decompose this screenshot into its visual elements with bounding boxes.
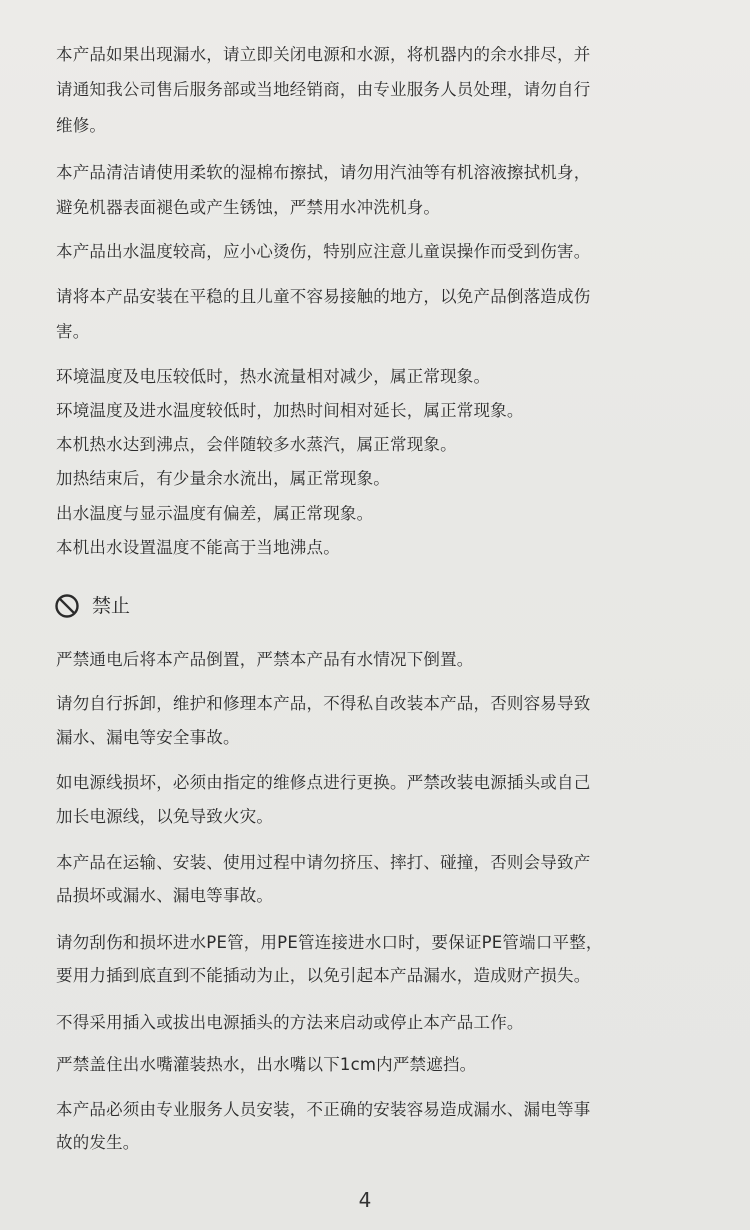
prohibition-heading [54, 591, 130, 621]
prohibition-paragraph-2-line-1: 请勿自行拆卸，维护和修理本产品，不得私自改装本产品，否则容易导致 [56, 694, 591, 713]
prohibition-paragraph-3-line-2: 加长电源线，以免导致火灾。 [56, 807, 274, 826]
caution-paragraph-9: 出水温度与显示温度有偏差，属正常现象。 [56, 504, 374, 523]
prohibition-paragraph-8-line-1: 本产品必须由专业服务人员安装，不正确的安装容易造成漏水、漏电等事 [56, 1100, 591, 1119]
caution-paragraph-6: 环境温度及进水温度较低时，加热时间相对延长，属正常现象。 [56, 401, 524, 420]
prohibition-title: 禁止 [92, 595, 131, 617]
caution-paragraph-8: 加热结束后，有少量余水流出，属正常现象。 [56, 469, 390, 488]
prohibition-paragraph-6: 不得采用插入或拔出电源插头的方法来启动或停止本产品工作。 [56, 1013, 524, 1032]
caution-paragraph-3-line-1: 本产品出水温度较高，应小心烫伤，特别应注意儿童误操作而受到伤害。 [56, 242, 591, 261]
caution-paragraph-2-line-1: 本产品清洁请使用柔软的湿棉布擦拭，请勿用汽油等有机溶液擦拭机身， [56, 163, 591, 182]
caution-paragraph-5: 环境温度及电压较低时，热水流量相对减少，属正常现象。 [56, 367, 491, 386]
caution-paragraph-1-line-1: 本产品如果出现漏水，请立即关闭电源和水源，将机器内的余水排尽，并 [56, 45, 591, 64]
caution-paragraph-1-line-2: 请通知我公司售后服务部或当地经销商，由专业服务人员处理，请勿自行 [56, 80, 591, 99]
prohibition-paragraph-2-line-2: 漏水、漏电等安全事故。 [56, 728, 240, 747]
page-number: 4 [358, 1188, 372, 1212]
prohibited-icon [54, 593, 80, 619]
prohibition-paragraph-7: 严禁盖住出水嘴灌装热水，出水嘴以下1cm内严禁遮挡。 [56, 1055, 477, 1074]
caution-paragraph-2-line-2: 避免机器表面褪色或产生锈蚀，严禁用水冲洗机身。 [56, 198, 441, 217]
caution-paragraph-7: 本机热水达到沸点，会伴随较多水蒸汽，属正常现象。 [56, 435, 457, 454]
caution-paragraph-10: 本机出水设置温度不能高于当地沸点。 [56, 538, 340, 557]
prohibition-paragraph-1: 严禁通电后将本产品倒置，严禁本产品有水情况下倒置。 [56, 650, 474, 669]
caution-paragraph-4-line-2: 害。 [56, 322, 90, 341]
caution-paragraph-1-line-3: 维修。 [56, 116, 107, 135]
prohibition-paragraph-3-line-1: 如电源线损坏，必须由指定的维修点进行更换。严禁改装电源插头或自己 [56, 773, 591, 792]
caution-paragraph-4-line-1: 请将本产品安装在平稳的且儿童不容易接触的地方，以免产品倒落造成伤 [56, 287, 591, 306]
prohibition-paragraph-4-line-1: 本产品在运输、安装、使用过程中请勿挤压、摔打、碰撞，否则会导致产 [56, 853, 591, 872]
prohibition-paragraph-4-line-2: 品损坏或漏水、漏电等事故。 [56, 886, 274, 905]
prohibition-paragraph-8-line-2: 故的发生。 [56, 1133, 140, 1152]
prohibition-paragraph-5-line-2: 要用力插到底直到不能插动为止，以免引起本产品漏水，造成财产损失。 [56, 966, 591, 985]
prohibition-paragraph-5-line-1: 请勿刮伤和损坏进水PE管，用PE管连接进水口时，要保证PE管端口平整， [56, 933, 603, 952]
